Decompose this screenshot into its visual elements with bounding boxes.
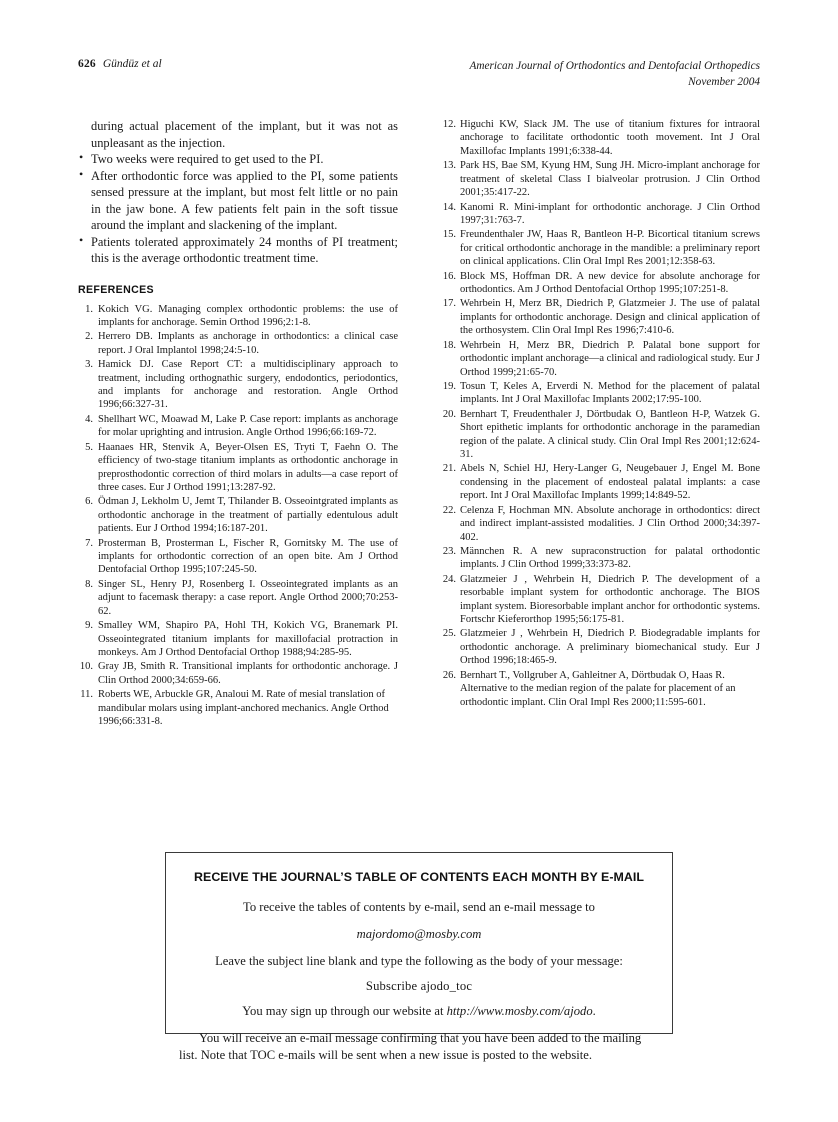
reference-number: 14. xyxy=(442,201,456,213)
reference-text: Herrero DB. Implants as anchorage in orthodontics: a clinical case report. J Oral Implantol 1998;24:5-10. xyxy=(98,331,398,356)
running-head xyxy=(78,58,760,91)
reference-number: 18. xyxy=(442,339,456,351)
reference-list-left xyxy=(78,303,398,729)
reference-item xyxy=(440,669,760,709)
toc-website-suffix: . xyxy=(592,1003,596,1018)
reference-number: 12. xyxy=(442,119,456,130)
right-column xyxy=(440,118,760,710)
reference-text: Gray JB, Smith R. Transitional implants for orthodontic anchorage. J Clin Orthod 2000;34:659-66. xyxy=(98,661,398,686)
reference-text: Wehrbein H, Merz BR, Diedrich P. Palatal bone support for orthodontic implant anchorage—a clinical and radiological study. Eur J Orthod 1999;21:65-70. xyxy=(460,339,760,378)
reference-item xyxy=(78,660,398,687)
reference-text: Ödman J, Lekholm U, Jemt T, Thilander B. Osseointgrated implants as orthodontic anchorage in the treatment of partially edentulous adult patients. Eur J Orthod 1994;16:187-201. xyxy=(98,496,398,535)
left-column xyxy=(78,118,398,729)
reference-item xyxy=(78,413,398,440)
reference-text: Wehrbein H, Merz BR, Diedrich P, Glatzmeier J. The use of palatal implants for orthodontic anchorage. Design and clinical application of the orthosystem. Clin Oral Impl Res 1996;7:410-6. xyxy=(460,298,760,337)
reference-number: 15. xyxy=(442,229,456,241)
bullet-item: • After orthodontic force was applied to the PI, some patients sensed pressure at the implant, but most felt little or no pain in the jaw bone. A few patients felt pain in the soft tissue around the implant and slackening of the implant. xyxy=(78,168,398,234)
toc-website-url[interactable]: http://www.mosby.com/ajodo xyxy=(446,1003,593,1018)
issue-date: November 2004 xyxy=(688,76,760,89)
reference-number: 4. xyxy=(85,413,93,425)
toc-subscription-box xyxy=(165,852,673,1063)
reference-text: Bernhart T., Vollgruber A, Gahleitner A, Dörtbudak O, Haas R. Alternative to the median region of the palate for placement of an orthodontic implant. Clin Oral Impl Res 2000;11:595-601. xyxy=(460,669,736,708)
reference-item xyxy=(78,688,398,728)
reference-item xyxy=(440,297,760,337)
reference-text: Park HS, Bae SM, Kyung HM, Sung JH. Micro-implant anchorage for treatment of skeletal Class I bialveolar protrusion. J Clin Orthod 2001;35:417-22. xyxy=(460,160,760,199)
reference-number: 7. xyxy=(85,537,93,549)
reference-text: Smalley WM, Shapiro PA, Hohl TH, Kokich VG, Branemark PI. Osseointegrated titanium implants for maxillofacial protraction in monkeys. Am J Orthod Dentofacial Orthop 1988;94:285-95. xyxy=(98,620,398,658)
reference-number: 6. xyxy=(85,496,93,508)
reference-number: 26. xyxy=(442,669,456,681)
reference-text: Shellhart WC, Moawad M, Lake P. Case report: implants as anchorage for molar uprighting and intrusion. Angle Orthod 1996;66:169-72. xyxy=(98,413,398,439)
reference-text: Glatzmeier J , Wehrbein H, Diedrich P. The development of a resorbable implant system for orthodontic anchorage. The BIOS implant system. Bioresorbable implant anchor for orthodontic systems. Fortschr Kieferorthop 1995;56:175-81. xyxy=(460,573,760,625)
reference-number: 20. xyxy=(442,408,456,420)
reference-item xyxy=(440,201,760,228)
reference-text: Higuchi KW, Slack JM. The use of titanium fixtures for intraoral anchorage to facilitate orthodontic tooth movement. Int J Oral Maxillofac Implants 1991;6:338-44. xyxy=(460,119,760,157)
reference-text: Kanomi R. Mini-implant for orthodontic anchorage. J Clin Orthod 1997;31:763-7. xyxy=(460,201,760,226)
reference-number: 5. xyxy=(85,441,93,453)
reference-item xyxy=(78,358,398,412)
reference-number: 19. xyxy=(442,380,456,392)
toc-closing-paragraph: You will receive an e-mail message confirming that you have been added to the mailing list. Note that TOC e-mails will be sent when a new issue is posted to the website. xyxy=(179,1030,642,1063)
intro-paragraph: during actual placement of the implant, but it was not as unpleasant as the injection. xyxy=(91,119,398,150)
toc-instruction-line-2: Leave the subject line blank and type the following as the body of your message: xyxy=(215,953,623,968)
reference-item xyxy=(440,228,760,268)
toc-website-line xyxy=(179,1002,659,1021)
reference-number: 17. xyxy=(442,298,456,310)
reference-item xyxy=(440,627,760,667)
running-head-right xyxy=(469,58,760,91)
reference-text: Roberts WE, Arbuckle GR, Analoui M. Rate of mesial translation of mandibular molars using implant-anchored mechanics. Angle Orthod 1996;66:331-8. xyxy=(98,689,389,727)
reference-number: 16. xyxy=(442,270,456,282)
reference-item xyxy=(440,380,760,407)
bullet-item: • Patients tolerated approximately 24 months of PI treatment; this is the average orthodontic treatment time. xyxy=(78,234,398,267)
reference-text: Bernhart T, Freudenthaler J, Dörtbudak O, Bantleon H-P, Watzek G. Short epithetic implants for orthodontic anchorage in the paramedian region of the palate. A clinical study. Clin Oral Impl Res 2001;12:624-31. xyxy=(460,408,760,460)
toc-email-address[interactable]: majordomo@mosby.com xyxy=(356,926,482,941)
reference-text: Haanaes HR, Stenvik A, Beyer-Olsen ES, Tryti T, Faehn O. The efficiency of two-stage titanium implants as orthodontic anchorage in preprosthodontic correction of third molars in adults—a case report of three cases. Eur J Orthod 1991;13:287-92. xyxy=(98,441,398,493)
reference-number: 22. xyxy=(442,504,456,516)
reference-number: 23. xyxy=(442,545,456,557)
reference-number: 13. xyxy=(442,160,456,172)
reference-number: 21. xyxy=(442,463,456,475)
journal-title: American Journal of Orthodontics and Dentofacial Orthopedics xyxy=(469,60,760,72)
reference-number: 3. xyxy=(85,359,93,371)
reference-text: Tosun T, Keles A, Erverdi N. Method for the placement of palatal implants. Int J Oral Maxillofac Implants 2002;17:95-100. xyxy=(460,380,760,406)
reference-item xyxy=(440,270,760,297)
toc-instruction-line-1: To receive the tables of contents by e-mail, send an e-mail message to xyxy=(243,900,595,914)
reference-number: 24. xyxy=(442,573,456,585)
reference-text: Freundenthaler JW, Haas R, Bantleon H-P. Bicortical titanium screws for critical orthodontic anchorage in the mandible: a preliminary report on clinical applications. Clin Oral Impl Res 2001;12:358-63. xyxy=(460,229,760,268)
reference-text: Singer SL, Henry PJ, Rosenberg I. Osseointegrated implants as an adjunt to facemask therapy: a case report. Angle Orthod 2000;70:253-62. xyxy=(98,578,398,617)
reference-item xyxy=(78,330,398,357)
reference-item xyxy=(78,619,398,659)
toc-subscribe-command: Subscribe ajodo_toc xyxy=(365,978,473,993)
reference-item xyxy=(78,303,398,330)
reference-item xyxy=(78,441,398,495)
reference-item xyxy=(440,159,760,199)
reference-item xyxy=(440,462,760,502)
reference-number: 10. xyxy=(79,661,93,673)
reference-text: Kokich VG. Managing complex orthodontic problems: the use of implants for anchorage. Semin Orthod 1996;2:1-8. xyxy=(98,303,398,328)
reference-item xyxy=(440,504,760,544)
toc-website-prefix: You may sign up through our website at xyxy=(242,1003,447,1018)
reference-item xyxy=(440,118,760,158)
reference-number: 2. xyxy=(85,331,93,343)
body-columns xyxy=(78,118,760,818)
bullet-list xyxy=(78,151,398,267)
reference-item xyxy=(78,537,398,577)
reference-number: 11. xyxy=(80,689,93,701)
page-number: 626 xyxy=(78,58,96,70)
bullet-item: • Two weeks were required to get used to the PI. xyxy=(78,151,398,168)
running-head-left xyxy=(78,58,162,70)
reference-text: Celenza F, Hochman MN. Absolute anchorage in orthodontics: direct and indirect implant-assisted modalities. J Clin Orthod 2000;34:397-402. xyxy=(460,504,760,543)
reference-text: Glatzmeier J , Wehrbein H, Diedrich P. Biodegradable implants for orthodontic anchorage. A preliminary biomechanical study. Eur J Orthod 1996;18:465-9. xyxy=(460,628,760,667)
reference-text: Abels N, Schiel HJ, Hery-Langer G, Neugebauer J, Engel M. Bone condensing in the placement of endosteal palatal implants: a case report. Int J Oral Maxillofac Implants 1999;14:849-52. xyxy=(460,463,760,502)
reference-item xyxy=(440,573,760,627)
reference-text: Block MS, Hoffman DR. A new device for absolute anchorage for orthodontics. Am J Orthod Dentofacial Orthop 1995;107:251-8. xyxy=(460,270,760,295)
reference-item xyxy=(78,578,398,618)
reference-list-right xyxy=(440,118,760,709)
reference-number: 1. xyxy=(85,303,93,315)
reference-item xyxy=(440,339,760,379)
reference-text: Hamick DJ. Case Report CT: a multidisciplinary approach to treatment, including orthognathic surgery, endodontics, periodontics, and implants for anchorage and restoration. Angle Orthod 1996;66:327-31. xyxy=(98,359,398,411)
reference-text: Männchen R. A new supraconstruction for palatal orthodontic implants. J Clin Orthod 1999;33:373-82. xyxy=(460,545,760,571)
reference-number: 8. xyxy=(85,578,93,590)
reference-text: Prosterman B, Prosterman L, Fischer R, Gornitsky M. The use of implants for orthodontic correction of an open bite. Am J Orthod Dentofacial Orthop 1995;107:245-50. xyxy=(98,537,398,576)
reference-number: 9. xyxy=(85,620,93,632)
toc-subscription-content xyxy=(166,853,672,1075)
reference-item xyxy=(440,545,760,572)
references-heading: REFERENCES xyxy=(78,283,154,296)
reference-item xyxy=(78,495,398,535)
running-head-authors: Gündüz et al xyxy=(102,58,162,70)
toc-box-title: RECEIVE THE JOURNAL’S TABLE OF CONTENTS EACH MONTH BY E-MAIL xyxy=(194,870,644,884)
reference-item xyxy=(440,408,760,462)
reference-number: 25. xyxy=(442,628,456,640)
